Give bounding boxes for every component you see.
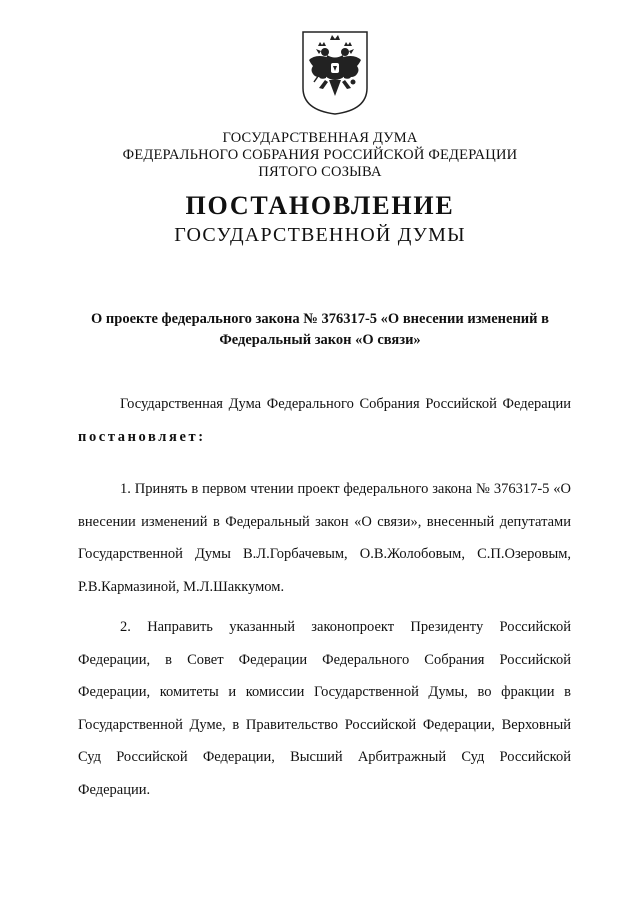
document-subject: О проекте федерального закона № 376317-5 «О внесении изменений в Федеральный закон «О связи» <box>91 311 549 348</box>
preamble-text: Государственная Дума Федерального Собрания Российской Федерации <box>120 396 571 412</box>
document-issuer: ГОСУДАРСТВЕННОЙ ДУМЫ <box>174 224 466 246</box>
resolution-item-1: 1. Принять в первом чтении проект федерального закона № 376317-5 «О внесении изменений в Федеральный закон «О связи», внесенный депутатами Государственной Думы В.Л.Горбачевым, О.В.Жолобовым, С.П.Озеровым, Р.В.Кармазиной, М.Л.Шаккумом. <box>78 481 571 595</box>
resolution-verb: постановляет: <box>78 428 206 445</box>
preamble <box>78 388 571 453</box>
convocation: ПЯТОГО СОЗЫВА <box>258 164 382 180</box>
issuer-name: ГОСУДАРСТВЕННАЯ ДУМА <box>222 130 418 146</box>
document-type: ПОСТАНОВЛЕНИЕ <box>185 191 455 220</box>
assembly-name: ФЕДЕРАЛЬНОГО СОБРАНИЯ РОССИЙСКОЙ ФЕДЕРАЦИИ <box>122 147 518 163</box>
resolution-item-2: 2. Направить указанный законопроект Президенту Российской Федерации, в Совет Федерации Федерального Собрания Российской Федерации, комитеты и комиссии Государственной Думы, во фракции в Государственной Думе, в Правительство Российской Федерации, Верховный Суд Российской Федерации, Высший Арбитражный Суд Российской Федерации. <box>78 619 571 798</box>
coat-of-arms-icon <box>301 30 369 116</box>
